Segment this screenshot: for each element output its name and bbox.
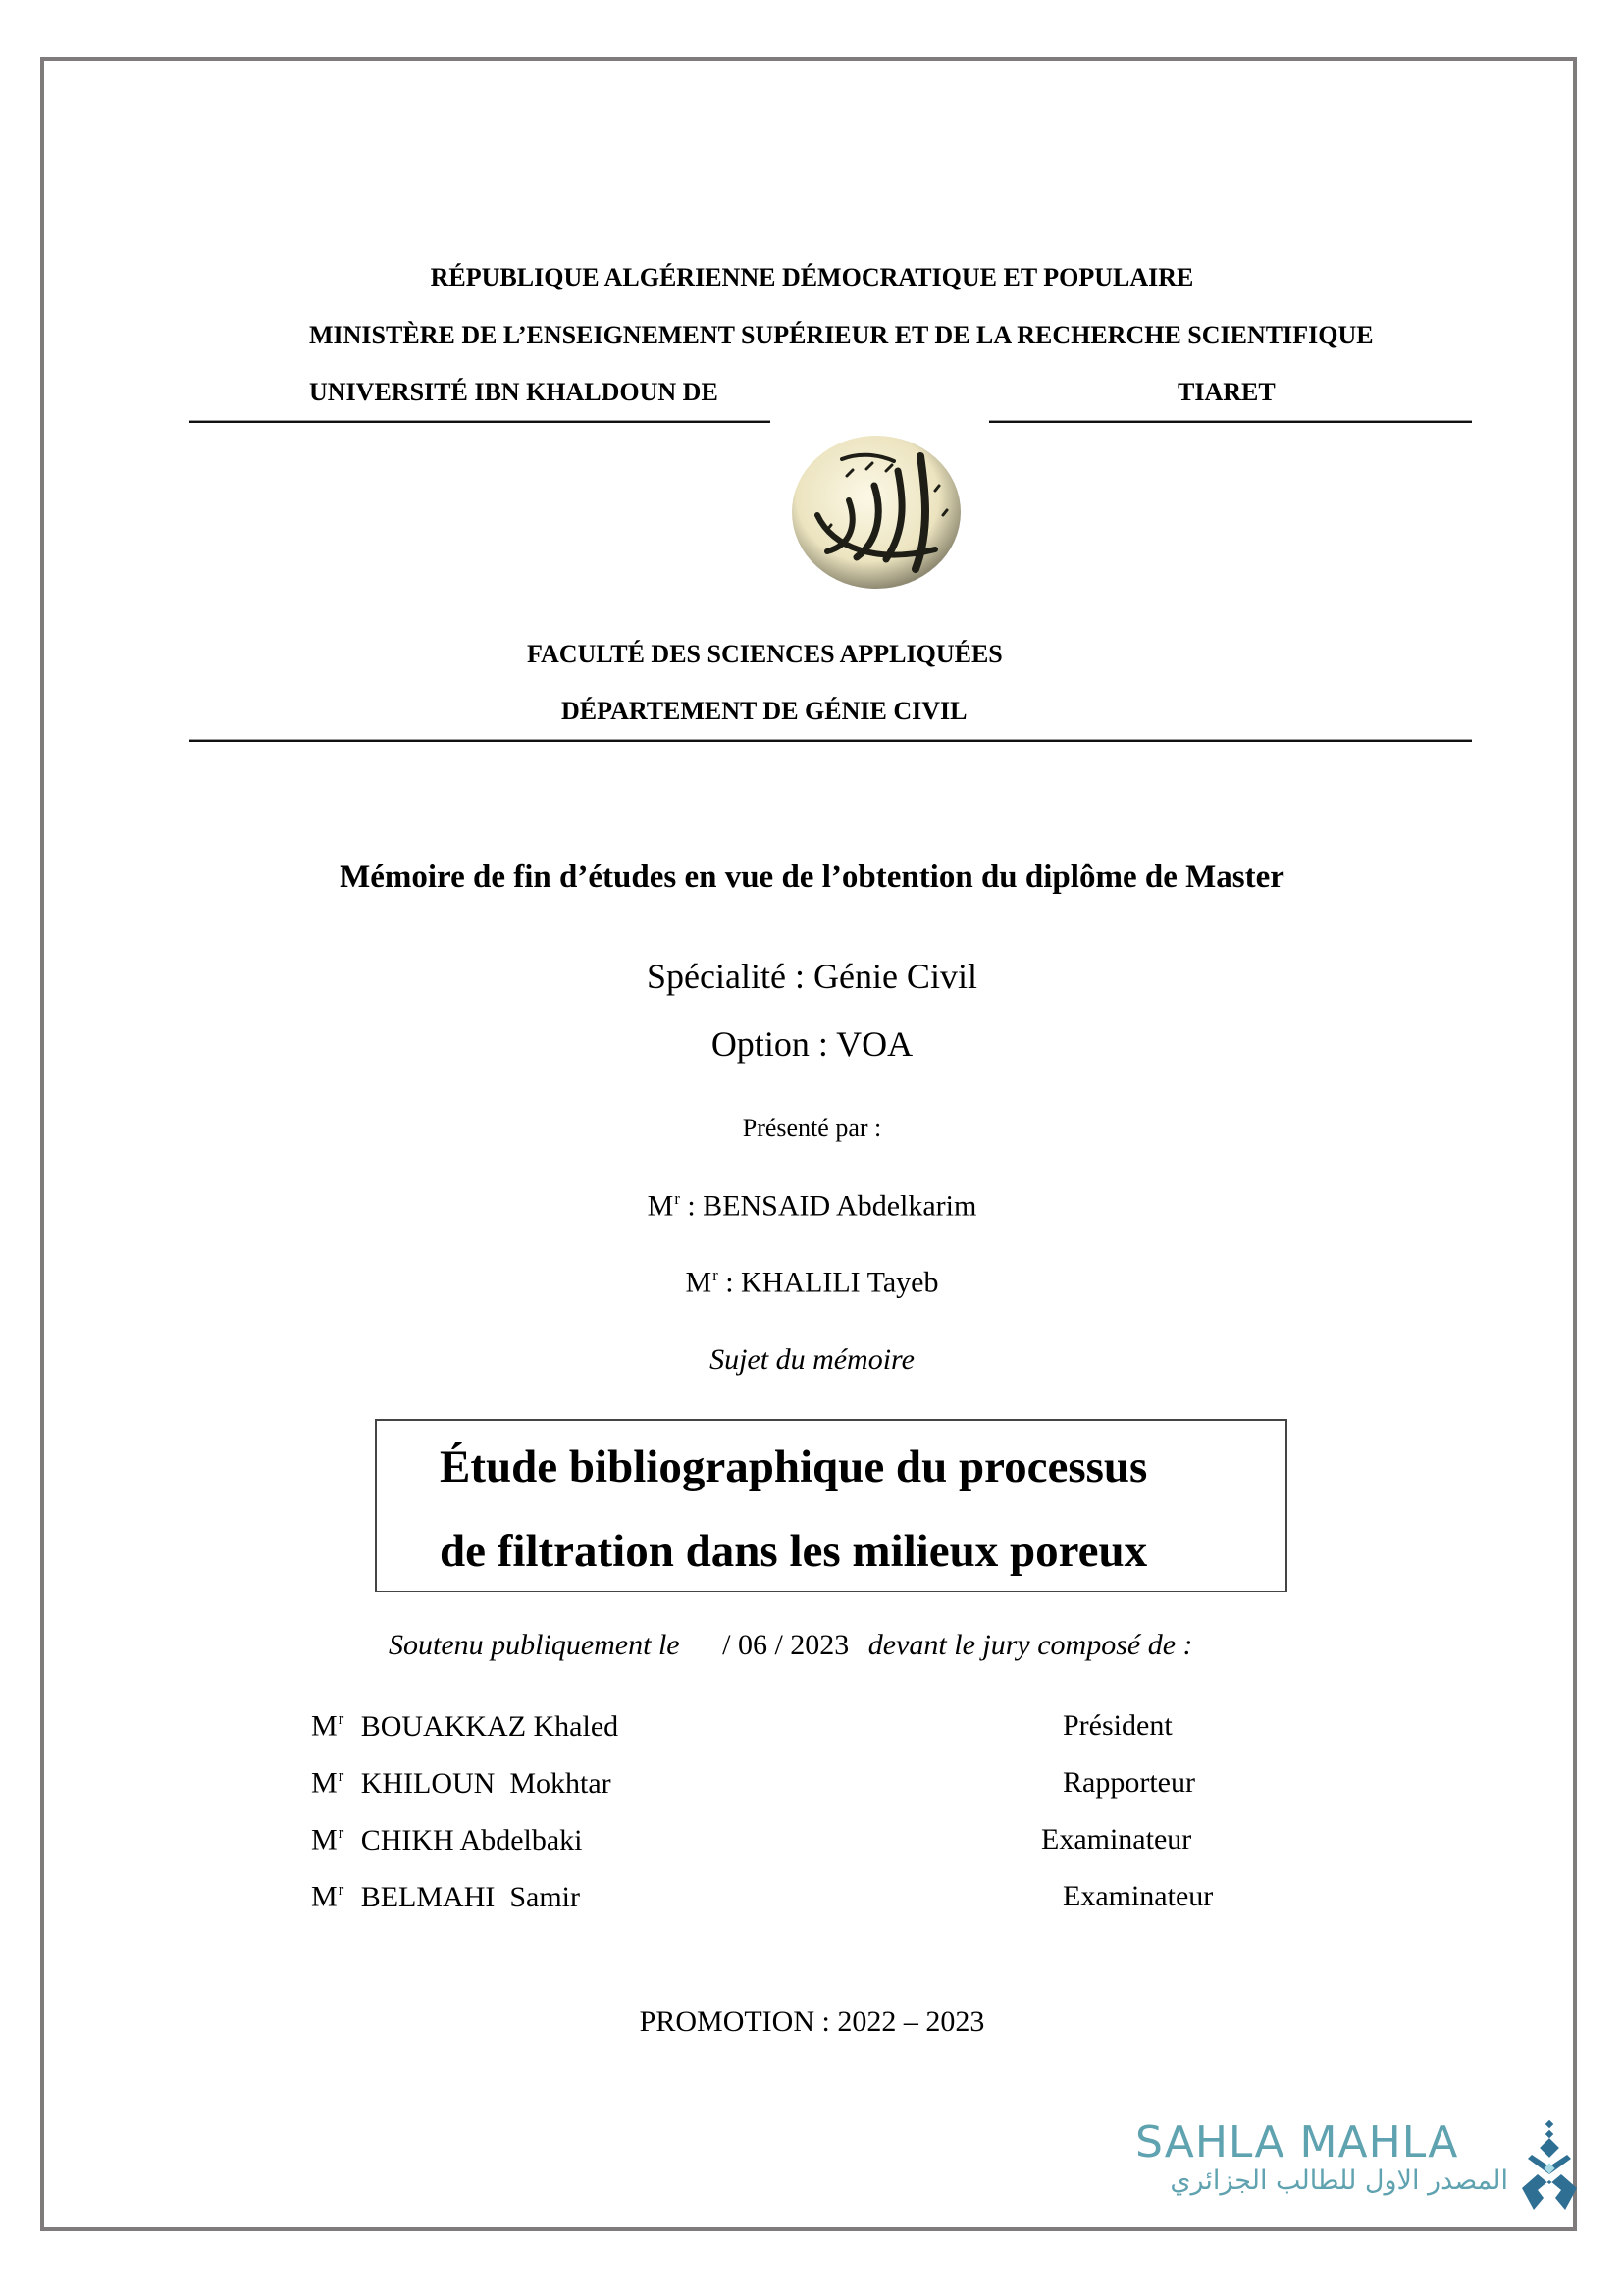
brand-name: SAHLA MAHLA	[1135, 2117, 1459, 2167]
jury-member-3	[311, 1823, 583, 1857]
defense-intro: Soutenu publiquement le	[389, 1629, 680, 1661]
jury-member-1	[311, 1709, 618, 1744]
jury-member-2	[311, 1766, 611, 1800]
republic-heading: RÉPUBLIQUE ALGÉRIENNE DÉMOCRATIQUE ET POPULAIRE	[430, 263, 1194, 291]
jury-2-sup: r	[338, 1766, 344, 1785]
jury-role-3: Examinateur	[1041, 1823, 1192, 1855]
student-1-sup: r	[674, 1189, 680, 1208]
specialty-label: Spécialité : Génie Civil	[647, 957, 977, 996]
student-1	[0, 1189, 1624, 1224]
promotion-label: PROMOTION : 2022 – 2023	[639, 2006, 985, 2038]
jury-role-1: Président	[1063, 1709, 1173, 1742]
sahla-mahla-watermark	[1135, 2117, 1508, 2196]
ministry-heading: MINISTÈRE DE L’ENSEIGNEMENT SUPÉRIEUR ET DE LA RECHERCHE SCIENTIFIQUE	[309, 321, 1374, 349]
jury-1-name: BOUAKKAZ Khaled	[360, 1709, 619, 1743]
student-2	[0, 1266, 1624, 1300]
university-calligraphy-seal-icon	[788, 432, 965, 594]
jury-2-prefix: M	[311, 1766, 338, 1799]
jury-1-sup: r	[338, 1709, 344, 1728]
jury-3-prefix: M	[311, 1823, 338, 1856]
university-name-left: UNIVERSITÉ IBN KHALDOUN DE	[309, 378, 718, 406]
defense-date: / 06 / 2023	[722, 1629, 850, 1661]
thesis-title-box	[375, 1419, 1287, 1592]
jury-member-4	[311, 1880, 580, 1914]
brand-tagline: المصدر الاول للطالب الجزائري	[1170, 2165, 1508, 2196]
faculty-rule	[189, 739, 1472, 742]
jury-1-prefix: M	[311, 1709, 338, 1743]
department-heading: DÉPARTEMENT DE GÉNIE CIVIL	[561, 697, 968, 725]
header-rule-right	[989, 420, 1472, 423]
subject-label: Sujet du mémoire	[709, 1343, 915, 1376]
jury-4-name: BELMAHI Samir	[360, 1880, 581, 1913]
student-1-name: : BENSAID Abdelkarim	[687, 1189, 977, 1223]
jury-role-4: Examinateur	[1063, 1880, 1214, 1912]
university-name-right: TIARET	[1178, 378, 1276, 406]
sahla-mahla-logo-icon	[1516, 2119, 1583, 2217]
page-border	[40, 57, 1577, 2231]
defense-outro: devant le jury composé de :	[867, 1629, 1193, 1661]
jury-role-2: Rapporteur	[1063, 1766, 1195, 1799]
presented-by-label: Présenté par :	[742, 1114, 882, 1142]
thesis-heading: Mémoire de fin d’études en vue de l’obtention du diplôme de Master	[340, 860, 1284, 895]
jury-3-sup: r	[338, 1823, 344, 1842]
header-rule-left	[189, 420, 770, 423]
jury-4-sup: r	[338, 1880, 344, 1899]
jury-3-name: CHIKH Abdelbaki	[360, 1823, 583, 1856]
faculty-heading: FACULTÉ DES SCIENCES APPLIQUÉES	[527, 640, 1003, 668]
jury-2-name: KHILOUN Mokhtar	[360, 1766, 611, 1799]
defense-line	[389, 1629, 1193, 1662]
student-2-sup: r	[712, 1266, 718, 1284]
jury-4-prefix: M	[311, 1880, 338, 1913]
student-1-prefix: M	[647, 1189, 674, 1223]
student-2-name: : KHALILI Tayeb	[725, 1266, 939, 1299]
option-label: Option : VOA	[710, 1024, 914, 1064]
thesis-title-line-2: de filtration dans les milieux poreux	[440, 1526, 1148, 1577]
thesis-title-line-1: Étude bibliographique du processus	[440, 1441, 1148, 1492]
student-2-prefix: M	[685, 1266, 712, 1299]
